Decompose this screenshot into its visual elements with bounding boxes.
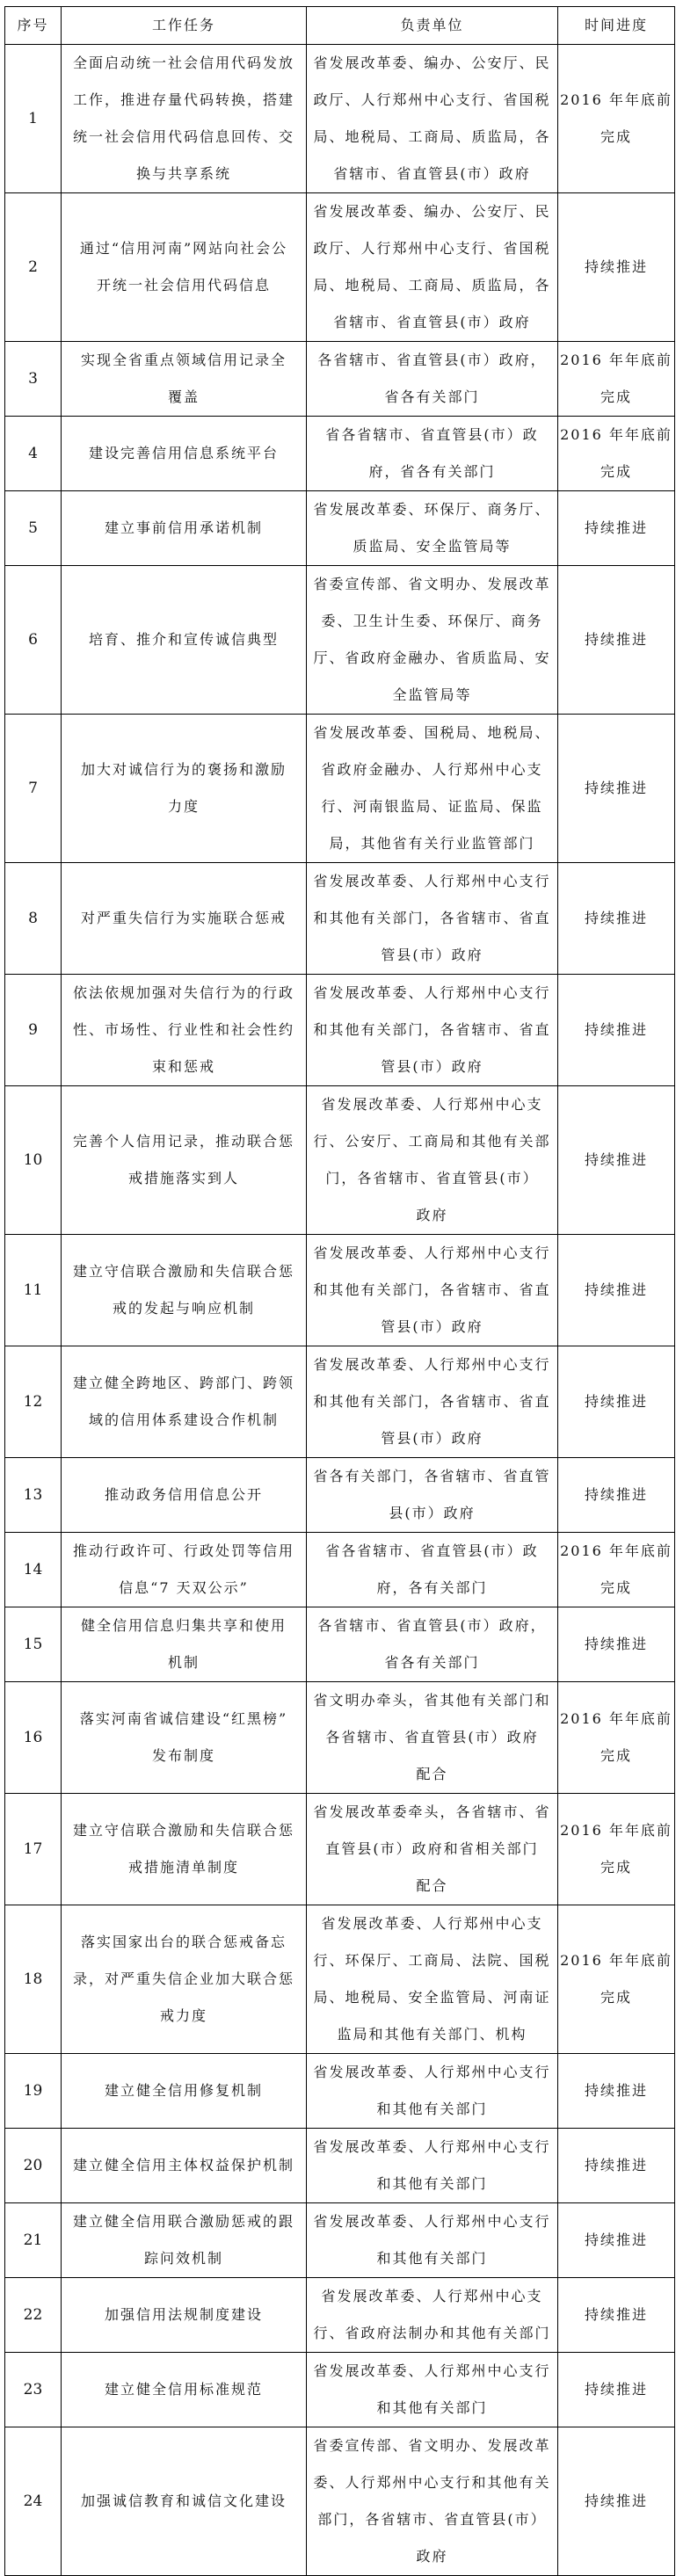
dept-line: 和其他有关部门，各省辖市、省直 xyxy=(313,1393,551,1410)
cell-task xyxy=(62,1346,307,1458)
cell-task xyxy=(62,342,307,417)
dept-line: 县(市）政府 xyxy=(389,1505,476,1521)
progress-line: 持续推进 xyxy=(584,2306,648,2323)
cell-progress xyxy=(558,2278,675,2353)
dept-line: 行、河南银监局、证监局、保监 xyxy=(321,798,543,815)
dept-line: 省发展改革委、编办、公安厅、民 xyxy=(313,203,551,220)
cell-dept xyxy=(307,1533,558,1607)
cell-progress xyxy=(558,2129,675,2203)
progress-line: 2016 年年底前 xyxy=(560,1822,672,1839)
dept-line: 管县(市）政府 xyxy=(381,1430,483,1447)
task-line: 加大对诚信行为的褒扬和激励 xyxy=(80,761,287,778)
task-line: 健全信用信息归集共享和使用 xyxy=(80,1617,287,1634)
task-line: 工作，推进存量代码转换，搭建 xyxy=(72,91,294,108)
task-line: 全面启动统一社会信用代码发放 xyxy=(72,54,294,71)
cell-dept xyxy=(307,1458,558,1533)
task-line: 建立健全跨地区、跨部门、跨领 xyxy=(72,1375,294,1391)
dept-line: 省委宣传部、省文明办、发展改革 xyxy=(313,576,551,592)
cell-dept xyxy=(307,45,558,193)
cell-progress xyxy=(558,2427,675,2576)
table-row xyxy=(5,417,675,491)
cell-task xyxy=(62,2427,307,2576)
table-row xyxy=(5,2427,675,2576)
cell-progress xyxy=(558,417,675,491)
task-line: 力度 xyxy=(167,798,200,815)
progress-line: 完成 xyxy=(600,1579,632,1596)
task-line: 录，对严重失信企业加大联合惩 xyxy=(72,1970,294,1987)
row-number: 15 xyxy=(5,1607,62,1682)
dept-line: 局、地税局、工商局、质监局，各 xyxy=(313,277,551,294)
cell-dept xyxy=(307,715,558,863)
dept-line: 各省辖市、省直管县(市）政府， xyxy=(317,1617,547,1634)
progress-line: 持续推进 xyxy=(584,2231,648,2248)
dept-line: 和其他有关部门 xyxy=(376,2101,488,2117)
progress-line: 持续推进 xyxy=(584,2381,648,2398)
row-number: 5 xyxy=(5,491,62,566)
cell-task xyxy=(62,1086,307,1235)
cell-dept xyxy=(307,491,558,566)
task-line: 机制 xyxy=(167,1654,200,1671)
cell-dept xyxy=(307,2129,558,2203)
cell-task xyxy=(62,1458,307,1533)
row-number: 1 xyxy=(5,45,62,193)
dept-line: 和其他有关部门，各省辖市、省直 xyxy=(313,1021,551,1038)
dept-line: 省各省辖市、省直管县(市）政 xyxy=(325,1542,539,1559)
dept-line: 管县(市）政府 xyxy=(381,947,483,963)
cell-task xyxy=(62,1533,307,1607)
task-line: 通过“信用河南”网站向社会公 xyxy=(79,240,288,257)
task-line: 培育、推介和宣传诚信典型 xyxy=(88,631,279,648)
progress-line: 完成 xyxy=(600,1859,632,1876)
progress-line: 完成 xyxy=(600,128,632,145)
row-number: 9 xyxy=(5,975,62,1086)
cell-task xyxy=(62,2278,307,2353)
progress-line: 持续推进 xyxy=(584,780,648,796)
dept-line: 府，省各有关部门 xyxy=(368,463,496,480)
task-line: 建立健全信用标准规范 xyxy=(104,2381,263,2398)
row-number: 8 xyxy=(5,863,62,975)
header-progress: 时间进度 xyxy=(558,7,675,45)
cell-task xyxy=(62,1607,307,1682)
task-line: 开统一社会信用代码信息 xyxy=(96,277,271,294)
cell-task xyxy=(62,2129,307,2203)
cell-dept xyxy=(307,863,558,975)
dept-line: 省发展改革委、国税局、地税局、 xyxy=(313,724,551,741)
task-line: 依法依规加强对失信行为的行政 xyxy=(72,984,294,1001)
row-number: 18 xyxy=(5,1905,62,2054)
progress-line: 2016 年年底前 xyxy=(560,91,672,108)
dept-line: 直管县(市）政府和省相关部门 xyxy=(325,1840,539,1857)
cell-task xyxy=(62,1682,307,1794)
cell-dept xyxy=(307,2427,558,2576)
task-line: 建立健全信用联合激励惩戒的跟 xyxy=(72,2213,294,2230)
dept-line: 和其他有关部门 xyxy=(376,2250,488,2267)
cell-task xyxy=(62,566,307,715)
header-dept: 负责单位 xyxy=(307,7,558,45)
cell-progress xyxy=(558,715,675,863)
cell-dept xyxy=(307,1607,558,1682)
table-row xyxy=(5,715,675,863)
progress-line: 持续推进 xyxy=(584,1636,648,1652)
cell-task xyxy=(62,863,307,975)
cell-progress xyxy=(558,1346,675,1458)
dept-line: 省发展改革委、人行郑州中心支 xyxy=(321,1096,543,1113)
dept-line: 省发展改革委、环保厅、商务厅、 xyxy=(313,501,551,518)
row-number: 11 xyxy=(5,1235,62,1346)
dept-line: 省各有关部门，各省辖市、省直管 xyxy=(313,1468,551,1484)
task-line: 踪问效机制 xyxy=(143,2250,223,2267)
dept-line: 厅、省政府金融办、省质监局、安 xyxy=(313,649,551,666)
table-row xyxy=(5,1533,675,1607)
progress-line: 2016 年年底前 xyxy=(560,1952,672,1969)
task-line: 建立守信联合激励和失信联合惩 xyxy=(72,1263,294,1280)
row-number: 17 xyxy=(5,1794,62,1905)
progress-line: 持续推进 xyxy=(584,2493,648,2509)
dept-line: 省各有关部门 xyxy=(384,388,480,405)
cell-progress xyxy=(558,1533,675,1607)
row-number: 21 xyxy=(5,2203,62,2278)
cell-progress xyxy=(558,2054,675,2129)
dept-line: 省发展改革委牵头，各省辖市、省 xyxy=(313,1803,551,1820)
cell-progress xyxy=(558,342,675,417)
cell-dept xyxy=(307,1794,558,1905)
progress-line: 持续推进 xyxy=(584,258,648,275)
task-line: 落实河南省诚信建设“红黑榜” xyxy=(79,1710,288,1727)
table-header-row xyxy=(5,7,675,45)
cell-dept xyxy=(307,1086,558,1235)
task-line: 实现全省重点领域信用记录全 xyxy=(80,352,287,368)
task-line: 戒措施清单制度 xyxy=(127,1859,239,1876)
dept-line: 各省辖市、省直管县(市）政府， xyxy=(317,352,547,368)
progress-line: 完成 xyxy=(600,1989,632,2006)
dept-line: 政府 xyxy=(416,2548,448,2565)
task-line: 落实国家出台的联合惩戒备忘 xyxy=(80,1934,287,1950)
dept-line: 政厅、人行郑州中心支行、省国税 xyxy=(313,240,551,257)
dept-line: 政府 xyxy=(416,1207,448,1223)
table-row xyxy=(5,2353,675,2427)
progress-line: 持续推进 xyxy=(584,519,648,536)
cell-dept xyxy=(307,2203,558,2278)
cell-progress xyxy=(558,193,675,342)
cell-dept xyxy=(307,1905,558,2054)
row-number: 7 xyxy=(5,715,62,863)
table-row xyxy=(5,2129,675,2203)
dept-line: 全监管局等 xyxy=(392,686,472,703)
cell-task xyxy=(62,1794,307,1905)
dept-line: 省发展改革委、人行郑州中心支行 xyxy=(313,2362,551,2379)
table-row xyxy=(5,1346,675,1458)
dept-line: 行、环保厅、工商局、法院、国税 xyxy=(313,1952,551,1969)
task-line: 性、市场性、行业性和社会性约 xyxy=(72,1021,294,1038)
cell-progress xyxy=(558,863,675,975)
dept-line: 部门，各省辖市、省直管县(市） xyxy=(317,2511,547,2528)
row-number: 24 xyxy=(5,2427,62,2576)
task-line: 推动政务信用信息公开 xyxy=(104,1486,263,1503)
cell-task xyxy=(62,2203,307,2278)
table-row xyxy=(5,863,675,975)
dept-line: 省发展改革委、编办、公安厅、民 xyxy=(313,54,551,71)
cell-task xyxy=(62,2353,307,2427)
progress-line: 持续推进 xyxy=(584,910,648,926)
task-line: 加强诚信教育和诚信文化建设 xyxy=(80,2493,287,2509)
cell-progress xyxy=(558,566,675,715)
task-line: 域的信用体系建设合作机制 xyxy=(88,1411,279,1428)
cell-task xyxy=(62,193,307,342)
task-line: 建立健全信用修复机制 xyxy=(104,2082,263,2099)
cell-dept xyxy=(307,566,558,715)
progress-line: 持续推进 xyxy=(584,1393,648,1410)
row-number: 6 xyxy=(5,566,62,715)
table-row xyxy=(5,1458,675,1533)
cell-dept xyxy=(307,193,558,342)
row-number: 16 xyxy=(5,1682,62,1794)
table-row xyxy=(5,1794,675,1905)
task-line: 建设完善信用信息系统平台 xyxy=(88,445,279,461)
dept-line: 管县(市）政府 xyxy=(381,1058,483,1075)
cell-progress xyxy=(558,2353,675,2427)
cell-task xyxy=(62,2054,307,2129)
cell-dept xyxy=(307,1682,558,1794)
task-line: 戒力度 xyxy=(159,2007,207,2024)
cell-progress xyxy=(558,45,675,193)
cell-task xyxy=(62,45,307,193)
dept-line: 省发展改革委、人行郑州中心支行 xyxy=(313,1356,551,1373)
task-table xyxy=(4,6,675,2576)
table-row xyxy=(5,1682,675,1794)
table-row xyxy=(5,1086,675,1235)
progress-line: 2016 年年底前 xyxy=(560,426,672,443)
progress-line: 持续推进 xyxy=(584,1281,648,1298)
task-line: 建立健全信用主体权益保护机制 xyxy=(72,2157,294,2173)
dept-line: 省文明办牵头，省其他有关部门和 xyxy=(313,1692,551,1709)
dept-line: 省发展改革委、人行郑州中心支 xyxy=(321,2288,543,2304)
dept-line: 行、省政府法制办和其他有关部门 xyxy=(313,2325,551,2341)
row-number: 13 xyxy=(5,1458,62,1533)
table-row xyxy=(5,491,675,566)
table-row xyxy=(5,45,675,193)
dept-line: 和其他有关部门，各省辖市、省直 xyxy=(313,1281,551,1298)
dept-line: 省发展改革委、人行郑州中心支行 xyxy=(313,2213,551,2230)
progress-line: 持续推进 xyxy=(584,2082,648,2099)
progress-line: 持续推进 xyxy=(584,1021,648,1038)
task-line: 建立守信联合激励和失信联合惩 xyxy=(72,1822,294,1839)
dept-line: 门，各省辖市、省直管县(市） xyxy=(325,1170,539,1186)
dept-line: 委、卫生计生委、环保厅、商务 xyxy=(321,613,543,629)
dept-line: 省辖市、省直管县(市）政府 xyxy=(333,165,531,182)
table-row xyxy=(5,1905,675,2054)
cell-task xyxy=(62,975,307,1086)
progress-line: 持续推进 xyxy=(584,1151,648,1168)
table-row xyxy=(5,975,675,1086)
dept-line: 省发展改革委、人行郑州中心支行 xyxy=(313,873,551,889)
row-number: 2 xyxy=(5,193,62,342)
task-line: 束和惩戒 xyxy=(151,1058,215,1075)
task-line: 对严重失信行为实施联合惩戒 xyxy=(80,910,287,926)
row-number: 20 xyxy=(5,2129,62,2203)
cell-progress xyxy=(558,1682,675,1794)
progress-line: 2016 年年底前 xyxy=(560,1710,672,1727)
cell-task xyxy=(62,417,307,491)
table-row xyxy=(5,2203,675,2278)
row-number: 4 xyxy=(5,417,62,491)
dept-line: 配合 xyxy=(416,1877,448,1894)
task-line: 覆盖 xyxy=(167,388,200,405)
progress-line: 持续推进 xyxy=(584,631,648,648)
task-line: 建立事前信用承诺机制 xyxy=(104,519,263,536)
row-number: 3 xyxy=(5,342,62,417)
dept-line: 局、地税局、安全监管局、河南证 xyxy=(313,1989,551,2006)
dept-line: 和其他有关部门 xyxy=(376,2175,488,2192)
dept-line: 省各省辖市、省直管县(市）政 xyxy=(325,426,539,443)
task-line: 加强信用法规制度建设 xyxy=(104,2306,263,2323)
dept-line: 质监局、安全监管局等 xyxy=(353,538,512,555)
cell-progress xyxy=(558,1905,675,2054)
cell-dept xyxy=(307,342,558,417)
dept-line: 委、人行郑州中心支行和其他有关 xyxy=(313,2474,551,2491)
row-number: 22 xyxy=(5,2278,62,2353)
dept-line: 和其他有关部门 xyxy=(376,2399,488,2416)
dept-line: 省发展改革委、人行郑州中心支 xyxy=(321,1915,543,1932)
task-line: 戒措施落实到人 xyxy=(127,1170,239,1186)
table-row xyxy=(5,342,675,417)
row-number: 14 xyxy=(5,1533,62,1607)
cell-dept xyxy=(307,975,558,1086)
table-row xyxy=(5,1235,675,1346)
row-number: 19 xyxy=(5,2054,62,2129)
dept-line: 各省辖市、省直管县(市）政府 xyxy=(325,1729,539,1745)
task-line: 换与共享系统 xyxy=(135,165,231,182)
cell-progress xyxy=(558,2203,675,2278)
dept-line: 局、地税局、工商局、质监局，各 xyxy=(313,128,551,145)
dept-line: 政厅、人行郑州中心支行、省国税 xyxy=(313,91,551,108)
cell-progress xyxy=(558,975,675,1086)
cell-dept xyxy=(307,2278,558,2353)
task-line: 戒的发起与响应机制 xyxy=(112,1300,255,1317)
row-number: 12 xyxy=(5,1346,62,1458)
table-row xyxy=(5,1607,675,1682)
dept-line: 局，其他省有关行业监管部门 xyxy=(329,835,535,852)
progress-line: 完成 xyxy=(600,1747,632,1764)
dept-line: 省发展改革委、人行郑州中心支行 xyxy=(313,2064,551,2080)
dept-line: 省辖市、省直管县(市）政府 xyxy=(333,314,531,330)
cell-progress xyxy=(558,1086,675,1235)
table-body xyxy=(5,45,675,2576)
dept-line: 府，各有关部门 xyxy=(376,1579,488,1596)
progress-line: 持续推进 xyxy=(584,2157,648,2173)
task-line: 推动行政许可、行政处罚等信用 xyxy=(72,1542,294,1559)
task-line: 发布制度 xyxy=(151,1747,215,1764)
cell-progress xyxy=(558,491,675,566)
cell-progress xyxy=(558,1235,675,1346)
task-line: 完善个人信用记录，推动联合惩 xyxy=(72,1133,294,1150)
dept-line: 省委宣传部、省文明办、发展改革 xyxy=(313,2437,551,2454)
cell-dept xyxy=(307,2054,558,2129)
cell-task xyxy=(62,1235,307,1346)
row-number: 10 xyxy=(5,1086,62,1235)
dept-line: 管县(市）政府 xyxy=(381,1318,483,1335)
cell-dept xyxy=(307,1346,558,1458)
dept-line: 省发展改革委、人行郑州中心支行 xyxy=(313,1244,551,1261)
cell-task xyxy=(62,1905,307,2054)
dept-line: 省发展改革委、人行郑州中心支行 xyxy=(313,984,551,1001)
table-row xyxy=(5,2278,675,2353)
cell-dept xyxy=(307,2353,558,2427)
dept-line: 省各有关部门 xyxy=(384,1654,480,1671)
cell-dept xyxy=(307,417,558,491)
progress-line: 2016 年年底前 xyxy=(560,1542,672,1559)
table-row xyxy=(5,566,675,715)
cell-task xyxy=(62,491,307,566)
cell-progress xyxy=(558,1607,675,1682)
row-number: 23 xyxy=(5,2353,62,2427)
progress-line: 完成 xyxy=(600,388,632,405)
progress-line: 2016 年年底前 xyxy=(560,352,672,368)
cell-progress xyxy=(558,1794,675,1905)
header-task: 工作任务 xyxy=(62,7,307,45)
cell-task xyxy=(62,715,307,863)
task-line: 信息“7 天双公示” xyxy=(119,1579,249,1596)
dept-line: 和其他有关部门，各省辖市、省直 xyxy=(313,910,551,926)
cell-dept xyxy=(307,1235,558,1346)
progress-line: 持续推进 xyxy=(584,1486,648,1503)
table-row xyxy=(5,193,675,342)
task-line: 统一社会信用代码信息回传、交 xyxy=(72,128,294,145)
table-row xyxy=(5,2054,675,2129)
dept-line: 监局和其他有关部门、机构 xyxy=(337,2026,527,2043)
cell-progress xyxy=(558,1458,675,1533)
header-no: 序号 xyxy=(5,7,62,45)
dept-line: 配合 xyxy=(416,1766,448,1782)
dept-line: 省政府金融办、人行郑州中心支 xyxy=(321,761,543,778)
progress-line: 完成 xyxy=(600,463,632,480)
dept-line: 省发展改革委、人行郑州中心支行 xyxy=(313,2138,551,2155)
dept-line: 行、公安厅、工商局和其他有关部 xyxy=(313,1133,551,1150)
